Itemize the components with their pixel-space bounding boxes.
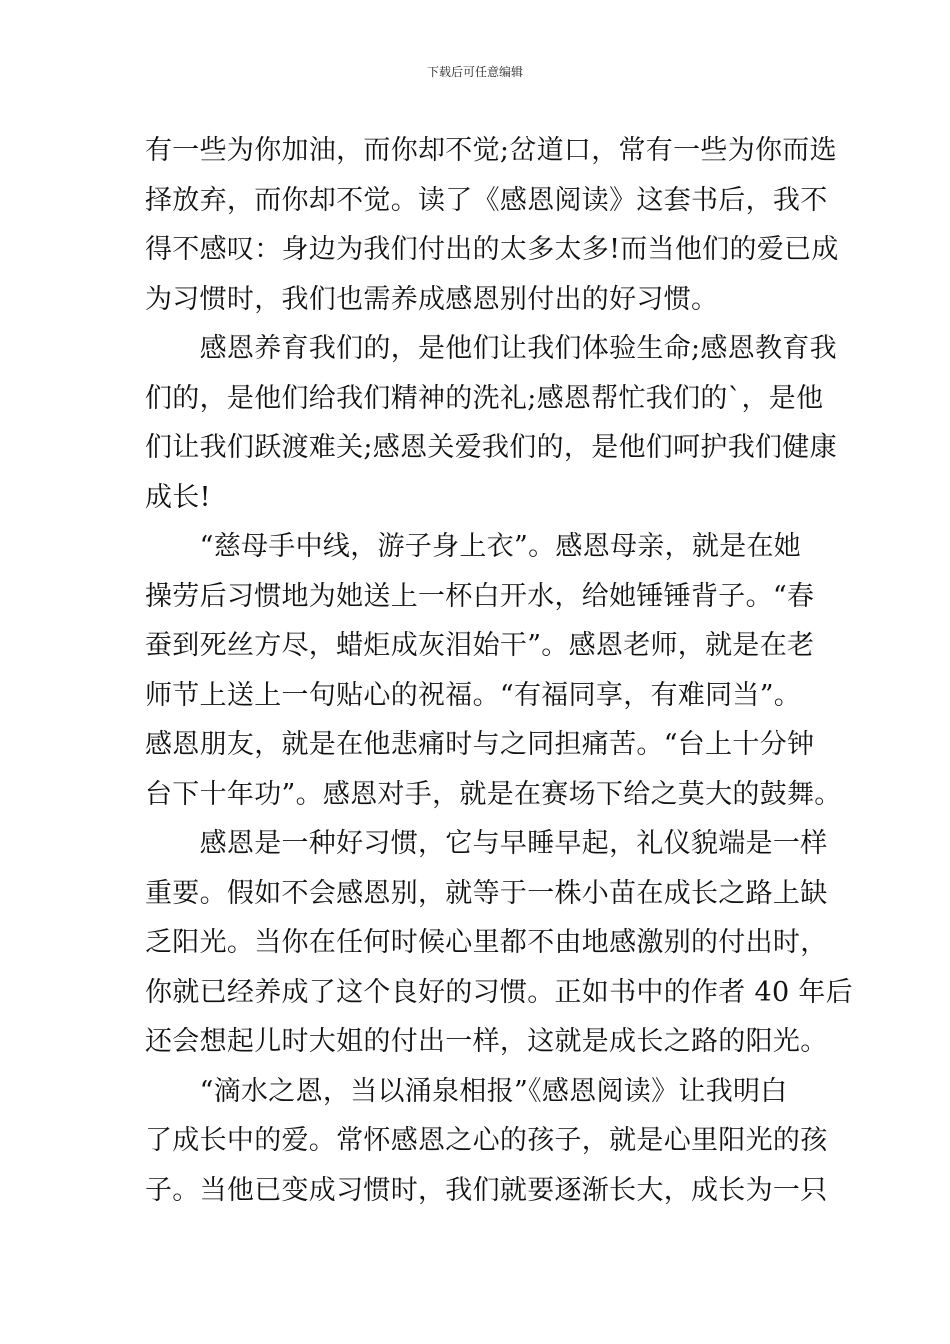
text-line: “滴水之恩，当以涌泉相报”《感恩阅读》让我明白 [145,1075,788,1107]
text-line: 感恩朋友，就是在他悲痛时与之同担痛苦。“台上十分钟 [145,729,815,760]
text-line: 了成长中的爱。常怀感恩之心的孩子，就是心里阳光的孩 [145,1125,828,1156]
text-line: 择放弃，而你却不觉。读了《感恩阅读》这套书后，我不 [145,184,828,216]
text-line: 蚕到死丝方尽，蜡炬成灰泪始干”。感恩老师，就是在老 [145,630,815,661]
text-line: 为习惯时，我们也需养成感恩别付出的好习惯。 [145,283,719,315]
text-line: 感恩养育我们的，是他们让我们体验生命;感恩教育我 [145,333,837,364]
text-line: 乏阳光。当你在任何时候心里都不由地感激别的付出时， [145,927,828,958]
text-line: 台下十年功”。感恩对手，就是在赛场下给之莫大的鼓舞。 [145,778,842,810]
text-line: 子。当他已变成习惯时，我们就要逐渐长大，成长为一只 [145,1174,828,1206]
page-header-note: 下载后可任意编辑 [426,65,523,79]
text-line: 操劳后习惯地为她送上一杯白开水，给她锤锤背子。“春 [145,580,815,612]
text-line: 重要。假如不会感恩别，就等于一株小苗在成长之路上缺 [145,877,828,909]
text-line: 你就已经养成了这个良好的习惯。正如书中的作者 40 年后 [145,976,853,1008]
text-line: 师节上送上一句贴心的祝福。“有福同享，有难同当”。 [145,679,802,711]
body-text [145,126,853,1215]
text-line: “慈母手中线，游子身上衣”。感恩母亲，就是在她 [145,531,802,562]
text-line: 成长! [145,481,211,513]
text-line: 感恩是一种好习惯，它与早睡早起，礼仪貌端是一样 [145,828,828,859]
text-line: 有一些为你加油，而你却不觉;岔道口，常有一些为你而选 [145,135,837,166]
text-line: 得不感叹：身边为我们付出的太多太多!而当他们的爱已成 [145,234,839,265]
text-line: 们的，是他们给我们精神的洗礼;感恩帮忙我们的`，是他 [145,382,824,414]
text-line: 们让我们跃渡难关;感恩关爱我们的，是他们呵护我们健康 [145,432,837,463]
text-line: 还会想起儿时大姐的付出一样，这就是成长之路的阳光。 [145,1026,828,1057]
